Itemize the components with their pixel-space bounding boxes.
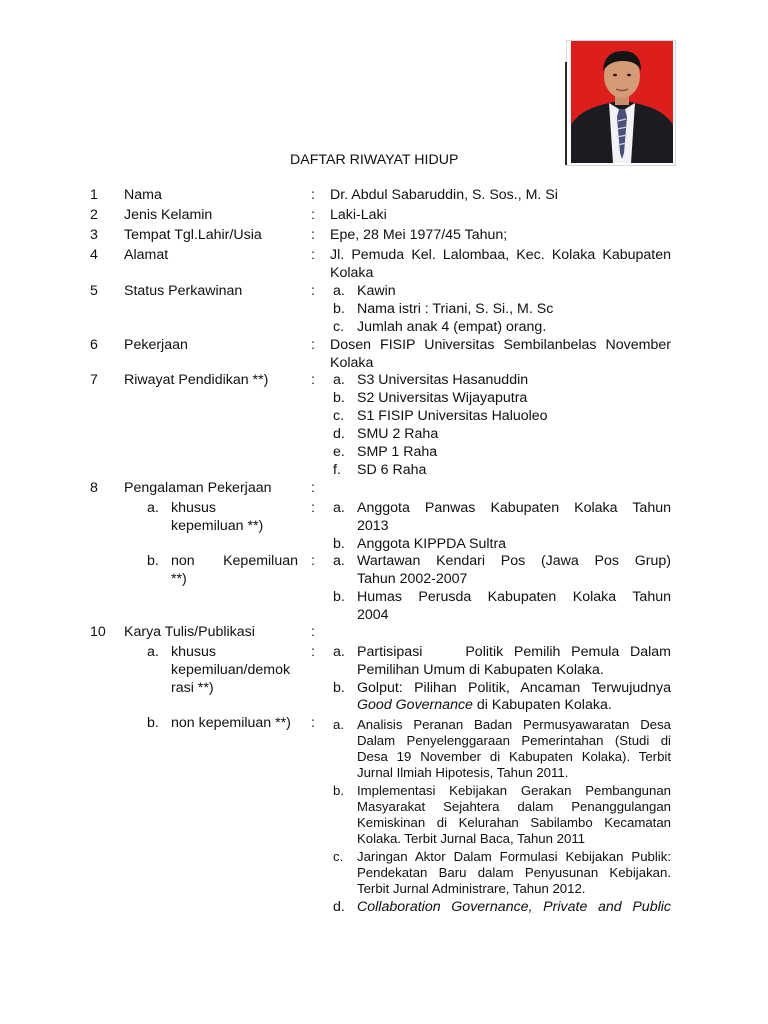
list-item: SMU 2 Raha bbox=[357, 426, 439, 442]
list-item: S3 Universitas Hasanuddin bbox=[357, 372, 529, 388]
sub-label: rasi **) bbox=[171, 680, 214, 696]
list-item: Kawin bbox=[357, 283, 396, 299]
list-item: Anggota KIPPDA Sultra bbox=[357, 536, 507, 552]
colon: : bbox=[311, 207, 315, 223]
sub-label: khusus bbox=[171, 500, 216, 516]
list-item: Golput: Pilihan Politik, Ancaman Terwujudnya bbox=[357, 680, 671, 696]
row-label: Karya Tulis/Publikasi bbox=[124, 624, 255, 640]
colon: : bbox=[311, 500, 315, 516]
portrait-icon bbox=[571, 41, 673, 163]
list-item: Kemiskinan di Kelurahan Sabilambo Kecamatan bbox=[357, 815, 671, 830]
row-value: Jl. Pemuda Kel. Lalombaa, Kec. Kolaka Kabupaten bbox=[330, 247, 671, 263]
list-item: Anggota Panwas Kabupaten Kolaka Tahun bbox=[357, 500, 671, 516]
row-label: Tempat Tgl.Lahir/Usia bbox=[124, 227, 262, 243]
row-value: Dosen FISIP Universitas Sembilanbelas November bbox=[330, 337, 671, 353]
list-marker: d. bbox=[333, 899, 345, 915]
row-number: 7 bbox=[90, 372, 98, 388]
row-number: 2 bbox=[90, 207, 98, 223]
list-item: Jaringan Aktor Dalam Formulasi Kebijakan Publik: bbox=[357, 849, 671, 864]
list-marker: b. bbox=[333, 589, 345, 605]
photo-edge bbox=[565, 62, 567, 165]
sub-label: kepemiluan **) bbox=[171, 518, 264, 534]
list-item: Partisipasi Politik Pemilih Pemula Dalam bbox=[357, 644, 671, 660]
row-value: Kolaka bbox=[330, 265, 374, 281]
row-label: Pengalaman Pekerjaan bbox=[124, 480, 272, 496]
list-item: SD 6 Raha bbox=[357, 462, 427, 478]
colon: : bbox=[311, 553, 315, 569]
sub-marker: a. bbox=[147, 644, 159, 660]
list-marker: b. bbox=[333, 536, 345, 552]
list-marker: c. bbox=[333, 849, 344, 864]
list-marker: c. bbox=[333, 319, 345, 335]
sub-label: **) bbox=[171, 571, 187, 587]
row-label: Jenis Kelamin bbox=[124, 207, 213, 223]
colon: : bbox=[311, 372, 315, 388]
row-value: Kolaka bbox=[330, 355, 374, 371]
sub-label: non Kepemiluan bbox=[171, 553, 298, 569]
list-item-text: di Kabupaten Kolaka. bbox=[472, 697, 612, 713]
row-number: 8 bbox=[90, 480, 98, 496]
list-marker: b. bbox=[333, 783, 344, 798]
list-item: Tahun 2002-2007 bbox=[357, 571, 468, 587]
colon: : bbox=[311, 624, 315, 640]
list-item: Masyarakat Sejahtera dalam Penanggulangan bbox=[357, 799, 671, 814]
row-number: 3 bbox=[90, 227, 98, 243]
colon: : bbox=[311, 187, 315, 203]
list-marker: a. bbox=[333, 717, 344, 732]
list-item: S1 FISIP Universitas Haluoleo bbox=[357, 408, 548, 424]
colon: : bbox=[311, 247, 315, 263]
list-marker: a. bbox=[333, 553, 345, 569]
row-value: Epe, 28 Mei 1977/45 Tahun; bbox=[330, 227, 508, 243]
list-marker: a. bbox=[333, 372, 345, 388]
list-item: Pemilihan Umum di Kabupaten Kolaka. bbox=[357, 662, 604, 678]
list-item: Desa 19 November di Kabupaten Kolaka). Terbit bbox=[357, 749, 671, 764]
page-title: DAFTAR RIWAYAT HIDUP bbox=[290, 152, 459, 168]
list-item: Collaboration Governance, Private and Public bbox=[357, 899, 671, 915]
row-label: Nama bbox=[124, 187, 162, 203]
row-number: 6 bbox=[90, 337, 98, 353]
list-item: Nama istri : Triani, S. Si., M. Sc bbox=[357, 301, 554, 317]
sub-marker: b. bbox=[147, 715, 159, 731]
list-item: Jurnal Ilmiah Hipotesis, Tahun 2011. bbox=[357, 765, 569, 780]
list-marker: c. bbox=[333, 408, 345, 424]
list-marker: e. bbox=[333, 444, 345, 460]
italic-term: Good Governance bbox=[357, 697, 473, 713]
list-item: Jumlah anak 4 (empat) orang. bbox=[357, 319, 547, 335]
row-label: Status Perkawinan bbox=[124, 283, 243, 299]
row-number: 10 bbox=[90, 624, 106, 640]
colon: : bbox=[311, 227, 315, 243]
row-label: Riwayat Pendidikan **) bbox=[124, 372, 269, 388]
list-marker: b. bbox=[333, 390, 345, 406]
list-marker: a. bbox=[333, 500, 345, 516]
list-item: 2004 bbox=[357, 607, 389, 623]
sub-label: khusus bbox=[171, 644, 216, 660]
portrait-photo bbox=[571, 41, 673, 163]
list-marker: a. bbox=[333, 644, 345, 660]
list-marker: d. bbox=[333, 426, 345, 442]
row-number: 5 bbox=[90, 283, 98, 299]
row-value: Laki-Laki bbox=[330, 207, 387, 223]
row-number: 1 bbox=[90, 187, 98, 203]
list-item: Implementasi Kebijakan Gerakan Pembangunan bbox=[357, 783, 671, 798]
list-item: Kolaka. Terbit Jurnal Baca, Tahun 2011 bbox=[357, 831, 586, 846]
row-label: Alamat bbox=[124, 247, 169, 263]
list-marker: b. bbox=[333, 680, 345, 696]
list-item: SMP 1 Raha bbox=[357, 444, 438, 460]
list-item: Terbit Jurnal Administrare, Tahun 2012. bbox=[357, 881, 586, 896]
list-item: 2013 bbox=[357, 518, 389, 534]
colon: : bbox=[311, 337, 315, 353]
list-item: Analisis Peranan Badan Permusyawaratan Desa bbox=[357, 717, 671, 732]
list-item: S2 Universitas Wijayaputra bbox=[357, 390, 528, 406]
list-item: Pendekatan Baru dalam Penyusunan Kebijakan. bbox=[357, 865, 671, 880]
list-marker: b. bbox=[333, 301, 345, 317]
row-number: 4 bbox=[90, 247, 98, 263]
list-item: Humas Perusda Kabupaten Kolaka Tahun bbox=[357, 589, 671, 605]
sub-marker: b. bbox=[147, 553, 159, 569]
row-label: Pekerjaan bbox=[124, 337, 188, 353]
sub-marker: a. bbox=[147, 500, 159, 516]
list-marker: a. bbox=[333, 283, 345, 299]
list-item bbox=[357, 697, 612, 713]
list-item: Wartawan Kendari Pos (Jawa Pos Grup) bbox=[357, 553, 671, 569]
colon: : bbox=[311, 283, 315, 299]
row-value: Dr. Abdul Sabaruddin, S. Sos., M. Si bbox=[330, 187, 558, 203]
colon: : bbox=[311, 480, 315, 496]
list-marker: f. bbox=[333, 462, 341, 478]
colon: : bbox=[311, 715, 315, 731]
sub-label: non kepemiluan **) bbox=[171, 715, 291, 731]
colon: : bbox=[311, 644, 315, 660]
sub-label: kepemiluan/demok bbox=[171, 662, 291, 678]
list-item: Dalam Penyelenggaraan Pemerintahan (Studi di bbox=[357, 733, 671, 748]
